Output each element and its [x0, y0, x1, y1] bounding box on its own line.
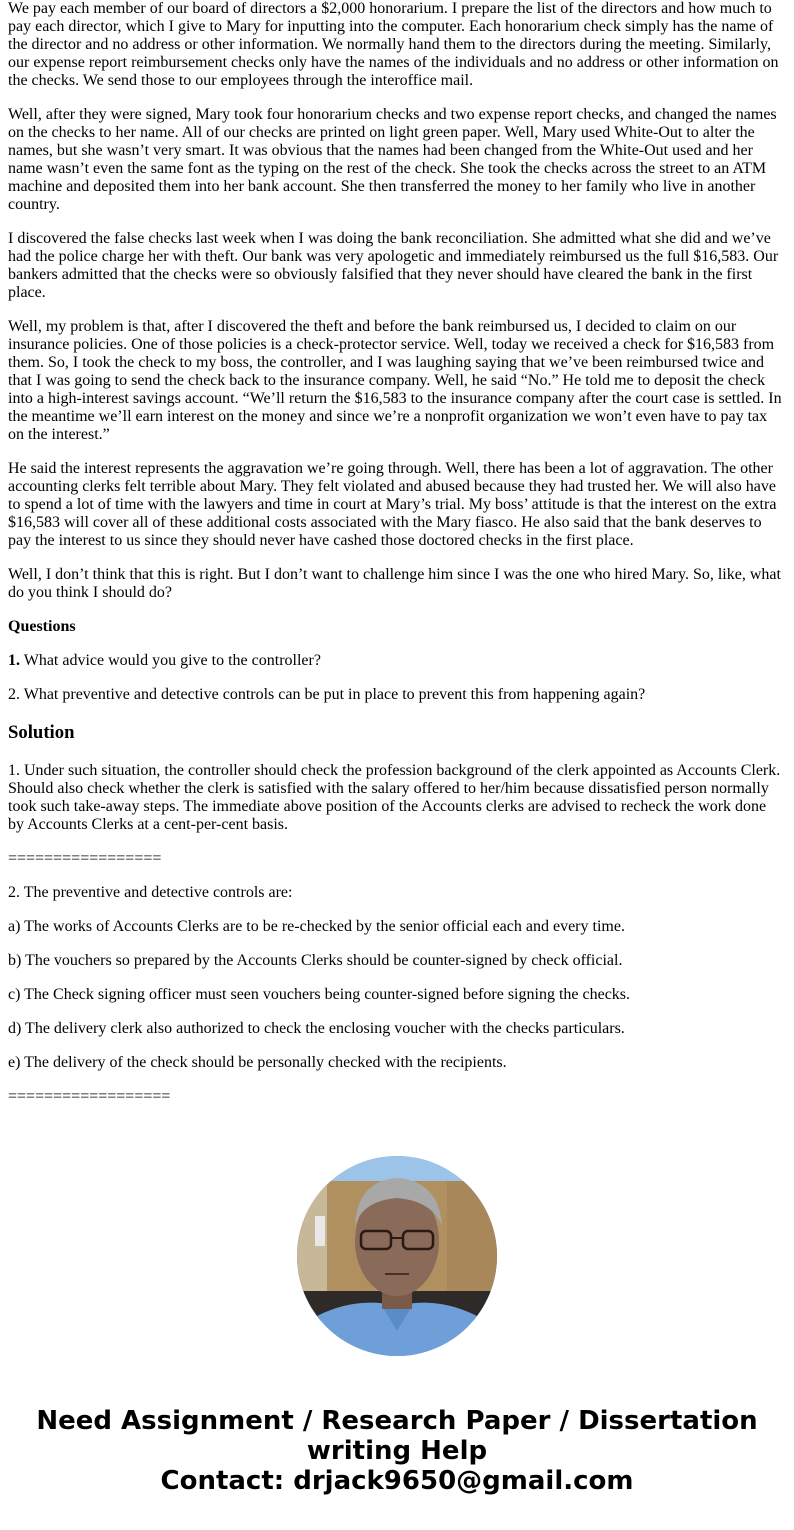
author-photo-container: [0, 1156, 794, 1356]
separator: ==================: [8, 1088, 171, 1105]
questions-heading: Questions: [8, 618, 76, 635]
help-offer-text: Need Assignment / Research Paper / Dissertation writing Help: [36, 1406, 758, 1466]
separator: =================: [8, 850, 162, 867]
answer-2-intro: 2. The preventive and detective controls are:: [8, 884, 293, 901]
avatar: [297, 1156, 497, 1356]
contact-email: Contact: drjack9650@gmail.com: [160, 1466, 634, 1496]
solution-heading: Solution: [8, 722, 75, 743]
control-item: c) The Check signing officer must seen vouchers being counter-signed before signing the checks.: [8, 986, 631, 1003]
author-photo-icon: [297, 1156, 497, 1356]
paragraph: Well, after they were signed, Mary took four honorarium checks and two expense report checks, and changed the names on the checks to her name. All of our checks are printed on light green paper. Well, Mary used White-Out to alter the names, but she wasn’t very smart. It was obvious that the names had been changed from the White-Out used and her name wasn’t even the same font as the typing on the rest of the check. She took the checks across the street to an ATM machine and deposited them into her bank account. She then transferred the money to her family who live in another country.: [8, 106, 777, 213]
paragraph: We pay each member of our board of directors a $2,000 honorarium. I prepare the list of the directors and how much to pay each director, which I give to Mary for inputting into the computer. Each honorarium check simply has the name of the director and no address or other information. We normally hand them to the directors during the meeting. Similarly, our expense report reimbursement checks only have the names of the individuals and no address or other information on the checks. We send those to our employees through the interoffice mail.: [8, 0, 779, 89]
control-item: a) The works of Accounts Clerks are to be re-checked by the senior official each and every time.: [8, 918, 625, 935]
control-item: e) The delivery of the check should be personally checked with the recipients.: [8, 1054, 507, 1071]
question-text: What advice would you give to the controller?: [20, 652, 321, 669]
question-2: 2. What preventive and detective controls can be put in place to prevent this from happening again?: [8, 686, 646, 703]
paragraph: I discovered the false checks last week when I was doing the bank reconciliation. She admitted what she did and we’ve had the police charge her with theft. Our bank was very apologetic and immediately reimbursed us the full $16,583. Our bankers admitted that the checks were so obviously falsified that they never should have cleared the bank in the first place.: [8, 230, 779, 301]
control-item: d) The delivery clerk also authorized to check the enclosing voucher with the checks particulars.: [8, 1020, 625, 1037]
paragraph: Well, I don’t think that this is right. But I don’t want to challenge him since I was the one who hired Mary. So, like, what do you think I should do?: [8, 566, 781, 601]
contact-banner: [0, 1406, 794, 1496]
paragraph: He said the interest represents the aggravation we’re going through. Well, there has been a lot of aggravation. The other accounting clerks felt terrible about Mary. They felt violated and abused because they had trusted her. We will also have to spend a lot of time with the lawyers and time in court at Mary’s trial. My boss’ attitude is that the interest on the extra $16,583 will cover all of these additional costs associated with the Mary fiasco. He also said that the bank deserves to pay the interest to us since they should never have cashed those doctored checks in the first place.: [8, 460, 777, 549]
paragraph: Well, my problem is that, after I discovered the theft and before the bank reimbursed us, I decided to claim on our insurance policies. One of those policies is a check-protector service. Well, today we received a check for $16,583 from them. So, I took the check to my boss, the controller, and I was laughing saying that we’ve been reimbursed twice and that I was going to send the check back to the insurance company. Well, he said “No.” He told me to deposit the check into a high-interest savings account. “We’ll return the $16,583 to the insurance company after the court case is settled. In the meantime we’ll earn interest on the money and since we’re a nonprofit organization we won’t even have to pay tax on the interest.”: [8, 318, 782, 443]
control-item: b) The vouchers so prepared by the Accounts Clerks should be counter-signed by check official.: [8, 952, 623, 969]
question-number: 1.: [8, 652, 20, 669]
answer-1: 1. Under such situation, the controller should check the profession background of the clerk appointed as Accounts Clerk. Should also check whether the clerk is satisfied with the salary offered to her/him because dissatisfied person normally took such take-away steps. The immediate above position of the Accounts clerks are advised to recheck the work done by Accounts Clerks at a cent-per-cent basis.: [8, 762, 781, 833]
question-1: [8, 652, 786, 670]
